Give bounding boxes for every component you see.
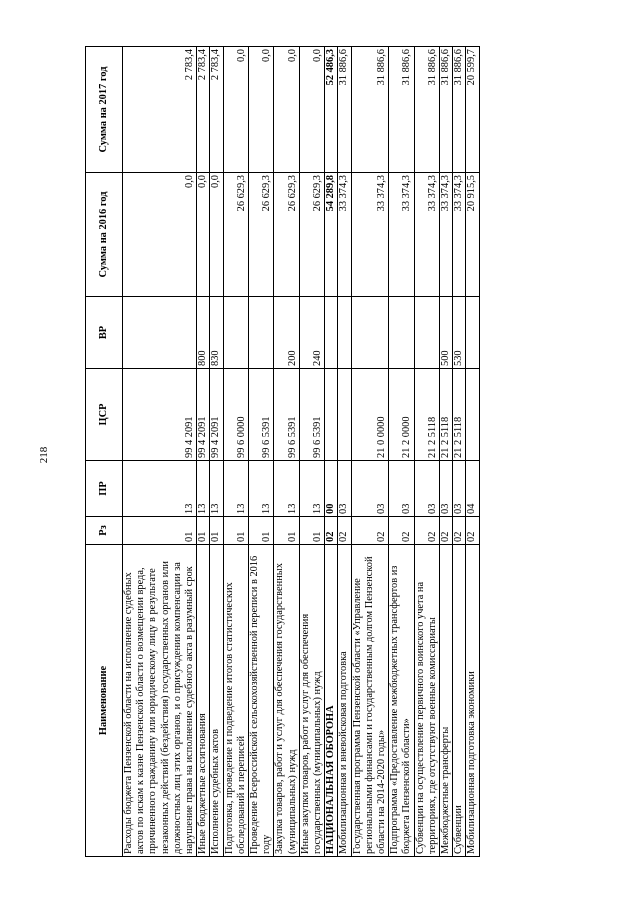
cell-csr: 21 2 5118: [414, 369, 439, 461]
cell-csr: [325, 369, 338, 461]
cell-pr: 13: [210, 461, 223, 517]
cell-sum-2016: 33 374,3: [351, 173, 389, 297]
cell-sum-2017: 52 486,3: [325, 47, 338, 173]
budget-table: [85, 46, 480, 857]
cell-vr: [389, 297, 414, 369]
cell-pr: 03: [453, 461, 466, 517]
cell-pr: 13: [123, 461, 197, 517]
cell-pr: 13: [299, 461, 324, 517]
table-row: [325, 47, 338, 857]
cell-name: Мобилизационная подготовка экономики: [466, 545, 479, 857]
cell-rz: 01: [299, 517, 324, 545]
cell-rz: 02: [351, 517, 389, 545]
cell-sum-2016: 26 629,3: [299, 173, 324, 297]
cell-vr: [351, 297, 389, 369]
cell-pr: 03: [440, 461, 453, 517]
cell-name: Подпрограмма «Предоставление межбюджетных трансфертов из бюджета Пензенской области»: [389, 545, 414, 857]
header-pr: ПР: [86, 461, 123, 517]
header-vr: ВР: [86, 297, 123, 369]
header-sum-2017: Сумма на 2017 год: [86, 47, 123, 173]
cell-sum-2017: 0,0: [299, 47, 324, 173]
cell-csr: [466, 369, 479, 461]
cell-name: Иные бюджетные ассигнования: [197, 545, 210, 857]
header-rz: Рз: [86, 517, 123, 545]
cell-sum-2016: 33 374,3: [453, 173, 466, 297]
cell-sum-2017: 31 886,6: [351, 47, 389, 173]
cell-pr: 03: [338, 461, 351, 517]
cell-sum-2017: 0,0: [274, 47, 299, 173]
budget-table-frame: [85, 47, 545, 857]
cell-vr: [414, 297, 439, 369]
cell-csr: 99 4 2091: [210, 369, 223, 461]
cell-csr: 21 2 0000: [389, 369, 414, 461]
cell-name: Мобилизационная и вневойсковая подготовка: [338, 545, 351, 857]
cell-sum-2017: 2 783,4: [123, 47, 197, 173]
cell-csr: 99 6 5391: [299, 369, 324, 461]
cell-pr: 00: [325, 461, 338, 517]
cell-sum-2016: 26 629,3: [249, 173, 274, 297]
cell-vr: [249, 297, 274, 369]
cell-pr: 03: [351, 461, 389, 517]
cell-rz: 02: [338, 517, 351, 545]
table-row: [351, 47, 389, 857]
cell-sum-2017: 31 886,6: [453, 47, 466, 173]
cell-rz: 02: [440, 517, 453, 545]
table-row: [197, 47, 210, 857]
cell-sum-2016: 33 374,3: [338, 173, 351, 297]
cell-sum-2017: 0,0: [249, 47, 274, 173]
cell-vr: 800: [197, 297, 210, 369]
cell-csr: 99 4 2091: [123, 369, 197, 461]
cell-rz: 01: [249, 517, 274, 545]
table-body: [123, 47, 480, 857]
table-row: [338, 47, 351, 857]
cell-sum-2016: 20 915,5: [466, 173, 479, 297]
cell-sum-2016: 33 374,3: [440, 173, 453, 297]
cell-vr: [466, 297, 479, 369]
cell-sum-2017: 31 886,6: [338, 47, 351, 173]
cell-vr: 500: [440, 297, 453, 369]
page-number: 218: [38, 446, 50, 464]
table-row: [414, 47, 439, 857]
cell-csr: 99 4 2091: [197, 369, 210, 461]
cell-vr: 830: [210, 297, 223, 369]
cell-sum-2017: 0,0: [223, 47, 248, 173]
table-row: [274, 47, 299, 857]
cell-pr: 03: [389, 461, 414, 517]
table-row: [210, 47, 223, 857]
cell-pr: 04: [466, 461, 479, 517]
cell-rz: 01: [274, 517, 299, 545]
cell-sum-2017: 2 783,4: [197, 47, 210, 173]
cell-sum-2016: 0,0: [123, 173, 197, 297]
cell-vr: [338, 297, 351, 369]
cell-sum-2016: 26 629,3: [223, 173, 248, 297]
budget-table-rotated: [85, 47, 545, 857]
cell-rz: 01: [123, 517, 197, 545]
table-row: [466, 47, 479, 857]
table-row: [249, 47, 274, 857]
cell-pr: 03: [414, 461, 439, 517]
cell-csr: 99 6 0000: [223, 369, 248, 461]
table-row: [223, 47, 248, 857]
cell-rz: 02: [466, 517, 479, 545]
cell-csr: 21 2 5118: [453, 369, 466, 461]
cell-vr: [325, 297, 338, 369]
cell-rz: 01: [210, 517, 223, 545]
cell-sum-2016: 0,0: [210, 173, 223, 297]
cell-name: Исполнение судебных актов: [210, 545, 223, 857]
cell-name: Проведение Всероссийской сельскохозяйственной переписи в 2016 году: [249, 545, 274, 857]
cell-sum-2017: 31 886,6: [389, 47, 414, 173]
cell-pr: 13: [223, 461, 248, 517]
cell-rz: 02: [389, 517, 414, 545]
cell-sum-2016: 33 374,3: [414, 173, 439, 297]
cell-sum-2016: 26 629,3: [274, 173, 299, 297]
cell-sum-2017: 20 599,7: [466, 47, 479, 173]
cell-vr: [123, 297, 197, 369]
cell-rz: 02: [325, 517, 338, 545]
cell-pr: 13: [249, 461, 274, 517]
cell-name: Подготовка, проведение и подведение итогов статистических обследований и переписей: [223, 545, 248, 857]
cell-name: Иные закупки товаров, работ и услуг для обеспечения государственных (муниципальных) нужд: [299, 545, 324, 857]
cell-csr: 21 2 5118: [440, 369, 453, 461]
table-row: [123, 47, 197, 857]
cell-name: Расходы бюджета Пензенской области на исполнение судебных актов по искам к казне Пензенской области о возмещении вреда, причиненного гражданину или юридическому лицу в результате незаконных действий (бездействия) государственных органов или должностных лиц этих органов, и о присуждении компенсации за нарушение права на исполнение судебного акта в разумный срок: [123, 545, 197, 857]
cell-rz: 02: [453, 517, 466, 545]
cell-sum-2017: 2 783,4: [210, 47, 223, 173]
cell-name: Субвенции на осуществление первичного воинского учета на территориях, где отсутствуют военные комиссариаты: [414, 545, 439, 857]
cell-name: Закупка товаров, работ и услуг для обеспечения государственных (муниципальных) нужд: [274, 545, 299, 857]
cell-name: НАЦИОНАЛЬНАЯ ОБОРОНА: [325, 545, 338, 857]
cell-vr: [223, 297, 248, 369]
cell-vr: 200: [274, 297, 299, 369]
header-csr: ЦСР: [86, 369, 123, 461]
table-row: [299, 47, 324, 857]
cell-vr: 530: [453, 297, 466, 369]
cell-pr: 13: [197, 461, 210, 517]
cell-sum-2016: 33 374,3: [389, 173, 414, 297]
cell-rz: 01: [223, 517, 248, 545]
cell-name: Государственная программа Пензенской области «Управление региональными финансами и государственным долгом Пензенской области на 2014-2020 годы»: [351, 545, 389, 857]
cell-csr: 21 0 0000: [351, 369, 389, 461]
cell-sum-2017: 31 886,6: [440, 47, 453, 173]
cell-sum-2017: 31 886,6: [414, 47, 439, 173]
cell-rz: 01: [197, 517, 210, 545]
cell-sum-2016: 0,0: [197, 173, 210, 297]
cell-name: Субвенции: [453, 545, 466, 857]
cell-rz: 02: [414, 517, 439, 545]
header-name: Наименование: [86, 545, 123, 857]
header-sum-2016: Сумма на 2016 год: [86, 173, 123, 297]
table-row: [453, 47, 466, 857]
table-row: [440, 47, 453, 857]
cell-pr: 13: [274, 461, 299, 517]
cell-csr: 99 6 5391: [274, 369, 299, 461]
cell-vr: 240: [299, 297, 324, 369]
table-row: [389, 47, 414, 857]
cell-sum-2016: 54 289,8: [325, 173, 338, 297]
cell-csr: [338, 369, 351, 461]
cell-name: Межбюджетные трансферты: [440, 545, 453, 857]
table-header-row: [86, 47, 123, 857]
cell-csr: 99 6 5391: [249, 369, 274, 461]
